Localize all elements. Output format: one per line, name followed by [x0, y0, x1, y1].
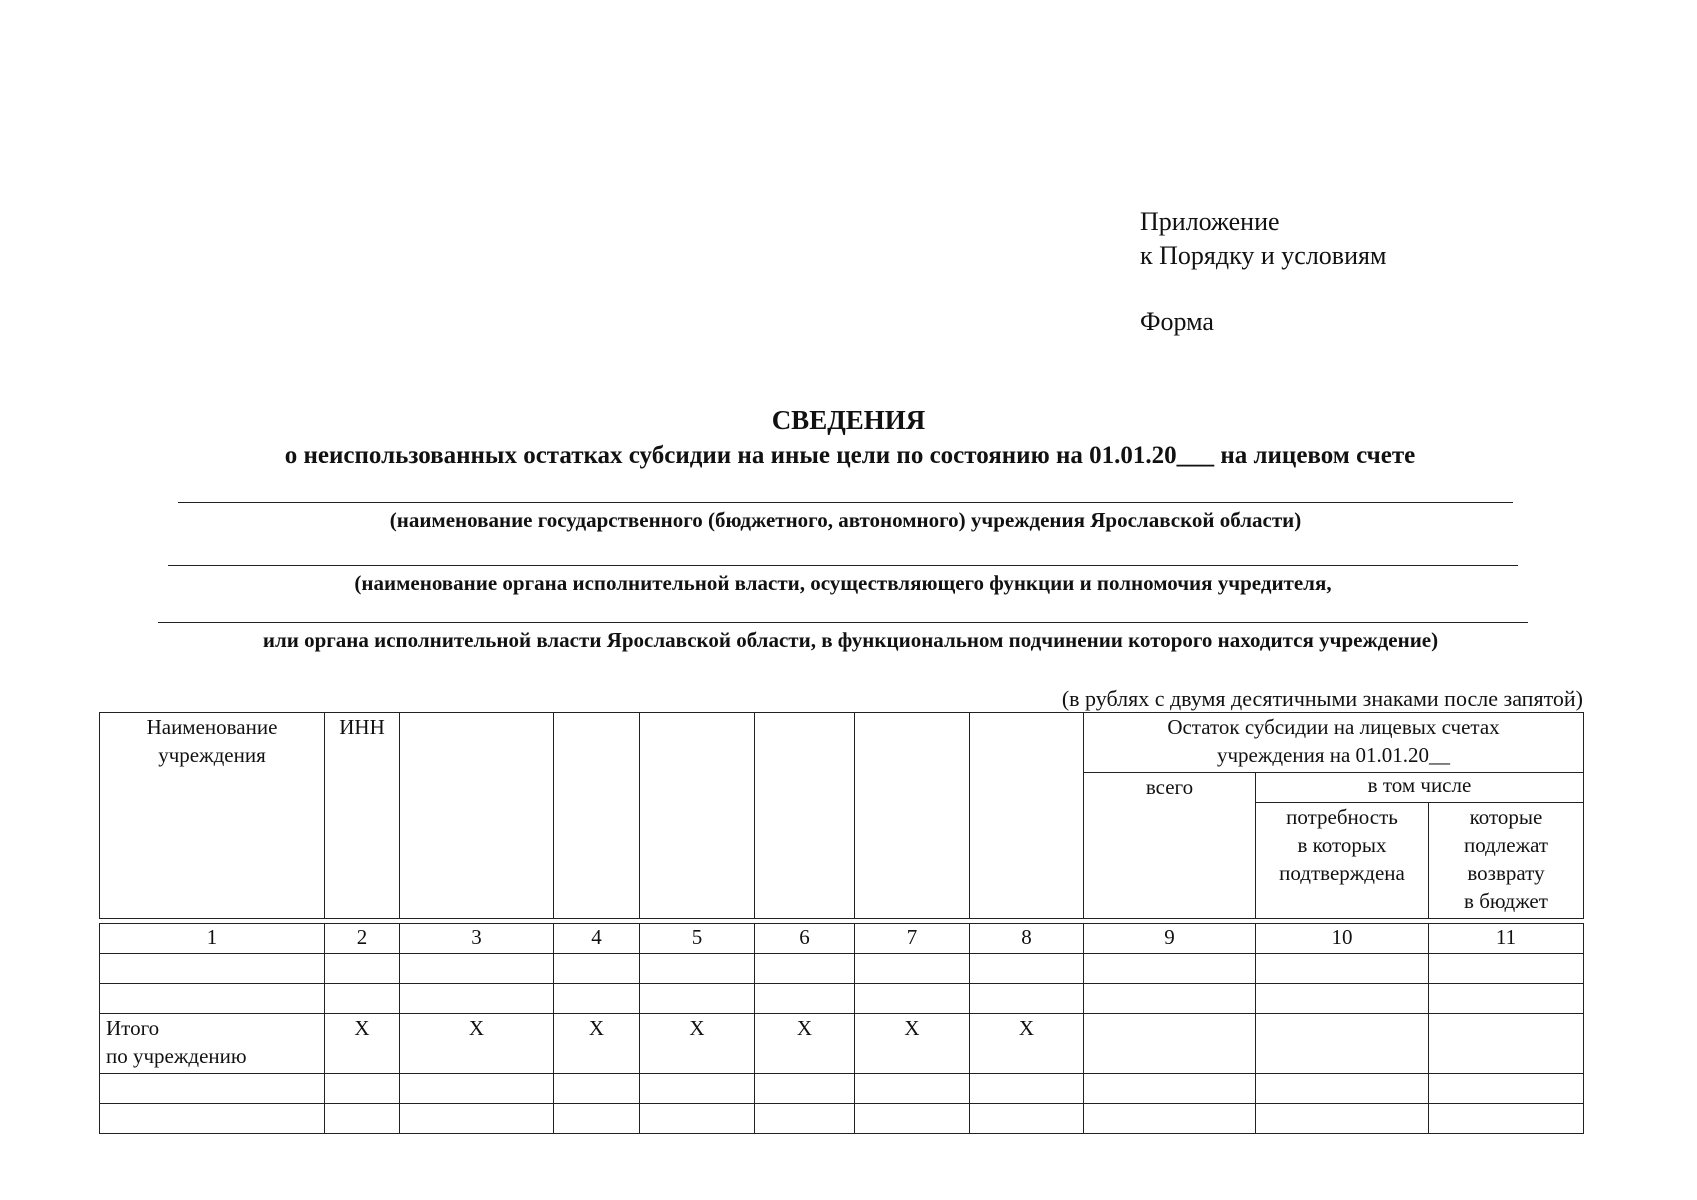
founder-name-line-1: [168, 565, 1518, 566]
table-cell[interactable]: [1429, 954, 1584, 984]
table-row: [100, 1104, 1584, 1134]
table-cell[interactable]: [970, 954, 1084, 984]
institution-name-line: [178, 502, 1513, 503]
table-cell[interactable]: [855, 954, 970, 984]
table-cell[interactable]: [1084, 984, 1256, 1014]
table-cell[interactable]: [1256, 954, 1429, 984]
table-cell[interactable]: [1429, 1074, 1584, 1104]
table-cell[interactable]: [1256, 984, 1429, 1014]
table-cell[interactable]: [325, 1074, 400, 1104]
column-number: 8: [970, 924, 1084, 954]
header-including: в том числе: [1256, 773, 1584, 803]
body-table: [99, 923, 1584, 1134]
document-subtitle: о неиспользованных остатках субсидии на иные цели по состоянию на 01.01.20___ на лицевом счете: [284, 442, 1416, 469]
table-cell[interactable]: [100, 984, 325, 1014]
table-cell[interactable]: [100, 1074, 325, 1104]
column-number: 7: [855, 924, 970, 954]
header-table: [99, 712, 1584, 919]
header-total: всего: [1084, 773, 1256, 919]
table-cell[interactable]: [325, 984, 400, 1014]
column-number: 6: [755, 924, 855, 954]
header-kosgu-institution: [970, 713, 1084, 919]
table-cell[interactable]: [1084, 1074, 1256, 1104]
header-return-to-budget: которые подлежат возврату в бюджет: [1429, 803, 1584, 919]
table-cell[interactable]: [640, 984, 755, 1014]
table-cell[interactable]: [554, 1074, 640, 1104]
table-row: [100, 1074, 1584, 1104]
header-balance-group: Остаток субсидии на лицевых счетах учреждения на 01.01.20__: [1084, 713, 1584, 773]
table-cell[interactable]: [325, 954, 400, 984]
table-row: [100, 954, 1584, 984]
table-cell[interactable]: [1256, 1014, 1429, 1074]
table-cell[interactable]: [970, 1074, 1084, 1104]
founder-caption-1: (наименование органа исполнительной власти, осуществляющего функции и полномочия учредителя,: [354, 571, 1332, 595]
table-cell[interactable]: [640, 1074, 755, 1104]
table-cell[interactable]: [1429, 984, 1584, 1014]
header-kbk-grbs: [640, 713, 755, 919]
table-cell[interactable]: [1429, 1014, 1584, 1074]
table-cell[interactable]: [1429, 1104, 1584, 1134]
table-cell[interactable]: [755, 954, 855, 984]
table-cell[interactable]: [100, 954, 325, 984]
table-cell[interactable]: [755, 1074, 855, 1104]
table-cell[interactable]: [1256, 1074, 1429, 1104]
not-applicable-mark: Х: [554, 1014, 640, 1074]
table-cell[interactable]: [1256, 1104, 1429, 1134]
institution-caption: (наименование государственного (бюджетного, автономного) учреждения Ярославской области): [389, 508, 1302, 532]
header-institution-name: Наименование учреждения: [100, 713, 325, 919]
header-kosgu-grbs: [755, 713, 855, 919]
table-cell[interactable]: [970, 984, 1084, 1014]
table-cell[interactable]: [855, 984, 970, 1014]
table-cell[interactable]: [855, 1104, 970, 1134]
table-cell[interactable]: [554, 984, 640, 1014]
appendix-line1: Приложение: [1140, 207, 1280, 236]
table-cell[interactable]: [325, 1104, 400, 1134]
not-applicable-mark: Х: [755, 1014, 855, 1074]
not-applicable-mark: Х: [640, 1014, 755, 1074]
founder-name-line-2: [158, 622, 1528, 623]
table-cell[interactable]: [400, 1074, 554, 1104]
table-cell[interactable]: [640, 1104, 755, 1134]
column-number: 2: [325, 924, 400, 954]
table-cell[interactable]: [400, 954, 554, 984]
not-applicable-mark: Х: [855, 1014, 970, 1074]
column-number: 11: [1429, 924, 1584, 954]
units-note: (в рублях с двумя десятичными знаками после запятой): [1061, 686, 1583, 711]
header-need-confirmed: потребность в которых подтверждена: [1256, 803, 1429, 919]
appendix-block: [1140, 205, 1386, 339]
table-cell[interactable]: [1084, 1104, 1256, 1134]
table-cell[interactable]: [755, 1104, 855, 1134]
table-cell[interactable]: [755, 984, 855, 1014]
not-applicable-mark: Х: [325, 1014, 400, 1074]
table-cell[interactable]: [1084, 1014, 1256, 1074]
header-inn: ИНН: [325, 713, 400, 919]
column-number: 9: [1084, 924, 1256, 954]
not-applicable-mark: Х: [400, 1014, 554, 1074]
appendix-line2: к Порядку и условиям: [1140, 241, 1387, 270]
column-number: 1: [100, 924, 325, 954]
column-number: 3: [400, 924, 554, 954]
table-cell[interactable]: [400, 984, 554, 1014]
not-applicable-mark: Х: [970, 1014, 1084, 1074]
table-cell[interactable]: [1084, 954, 1256, 984]
header-subsidy-code: [554, 713, 640, 919]
table-cell[interactable]: [855, 1074, 970, 1104]
column-number: 5: [640, 924, 755, 954]
totals-row: [100, 1014, 1584, 1074]
totals-label: Итого по учреждению: [100, 1014, 325, 1074]
table-cell[interactable]: [554, 954, 640, 984]
table-cell[interactable]: [640, 954, 755, 984]
header-subsidy-name: [400, 713, 554, 919]
column-number: 10: [1256, 924, 1429, 954]
table-cell[interactable]: [554, 1104, 640, 1134]
column-number: 4: [554, 924, 640, 954]
column-numbers-row: [100, 924, 1584, 954]
table-cell[interactable]: [970, 1104, 1084, 1134]
table-cell[interactable]: [400, 1104, 554, 1134]
document-title: СВЕДЕНИЯ: [771, 405, 926, 435]
table-row: [100, 984, 1584, 1014]
header-kbk-institution: [855, 713, 970, 919]
form-label: Форма: [1140, 307, 1214, 336]
founder-caption-2: или органа исполнительной власти Ярославской области, в функциональном подчинении которого находится учреждение): [262, 628, 1439, 652]
table-cell[interactable]: [100, 1104, 325, 1134]
